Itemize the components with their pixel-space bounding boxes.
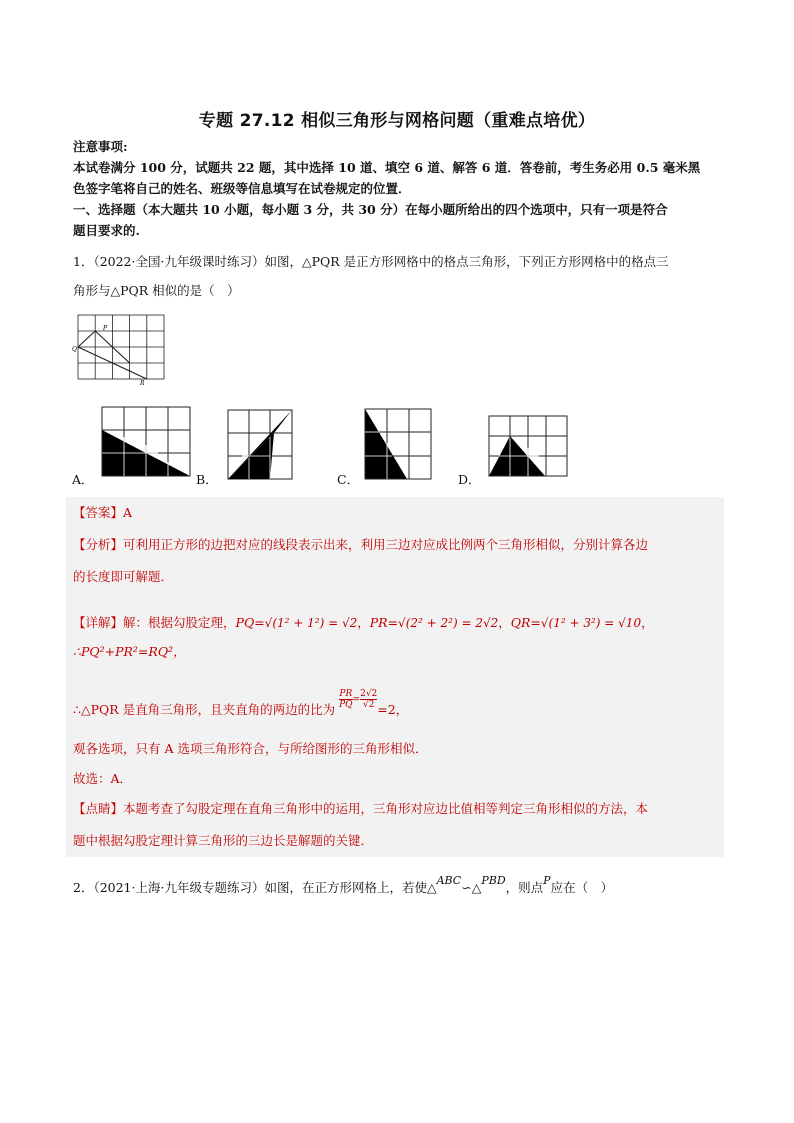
question-1-line-1: 1．（2022·全国·九年级课时练习）如图，△PQR 是正方形网格中的格点三角形，下列正方形网格中的格点三 [73,254,669,269]
analysis-tag: 【分析】 [73,537,124,552]
comment-line-2: 题中根据勾股定理计算三角形的三边长是解题的关键． [73,833,374,848]
comma-3: ， [641,615,654,630]
section-line-1: 一、选择题（本大题共 10 小题，每小题 3 分，共 30 分）在每小题所给出的四个选项中，只有一项是符合 [73,202,668,217]
pqr-grid-figure [70,310,170,390]
pq-value: √(1² + 1²) = √2 [264,616,358,630]
option-b-figure[interactable] [224,405,296,481]
conclusion-pre: ∴△PQR 是直角三角形，且夹直角的两边的比为 [73,702,336,717]
analysis-line-1: 可利用正方形的边把对应的线段表示出来，利用三边对应成比例两个三角形相似，分别计算各边 [123,537,649,552]
similar-symbol: ∽△ [461,880,482,895]
detail-tag: 【详解】 [73,615,124,630]
pq-label: PQ= [235,615,265,630]
question-2-line [73,874,723,899]
qr-value: √(1² + 3²) = √10 [540,616,642,630]
comment-line-1: 本题考查了勾股定理在直角三角形中的运用，三角形对应边比值相等判定三角形相似的方法，本 [123,801,649,816]
option-d-label: D． [458,472,481,487]
option-a-figure[interactable] [100,405,192,479]
analysis-line-2: 的长度即可解题． [73,569,174,584]
fraction-left-denominator: PQ [339,700,353,710]
comment-row-1 [73,799,723,819]
answer-text: A [123,505,133,520]
answer-tag: 【答案】 [73,505,124,520]
section-line-2: 题目要求的. [73,223,140,238]
conclusion-row [73,689,723,721]
qr-label: QR= [510,615,541,630]
fraction-right-denominator: √2 [362,700,375,710]
triangle-pbd: PBD [481,874,506,887]
question-2-pre: 2．（2021·上海·九年级专题练习）如图，在正方形网格上，若使△ [73,880,437,895]
pr-value: √(2² + 2²) = 2√2 [398,616,499,630]
question-1-line-2: 角形与△PQR 相似的是（ ） [73,283,240,298]
comma-1: ， [357,615,370,630]
comma-2: ， [498,615,511,630]
fraction-left-numerator: PR [339,689,353,699]
fraction-equals: = [352,694,361,705]
option-a-label: A． [72,472,94,487]
option-c-figure[interactable] [361,405,433,481]
label-r: R [140,380,145,387]
choose-line: 故选：A． [73,771,133,786]
pr-label: PR= [369,615,399,630]
page-title: 专题 27.12 相似三角形与网格问题（重难点培优） [198,111,596,131]
question-2-post: 应在（ ） [550,880,614,895]
observe-line: 观各选项，只有 A 选项三角形符合，与所给图形的三角形相似． [73,741,428,756]
conclusion-post: =2， [377,702,409,717]
label-q: Q [72,346,77,353]
triangle-abc: ABC [436,874,462,887]
notice-line-1: 本试卷满分 100 分，试题共 22 题，其中选择 10 道、填空 6 道、解答 6 道．答卷前，考生务必用 0.5 毫米黑 [73,160,701,175]
ratio-fraction-left [339,689,352,710]
analysis-row-1 [73,535,723,555]
comment-tag: 【点睛】 [73,801,124,816]
point-p: P [543,874,551,887]
option-c-label: C． [337,472,360,487]
fraction-right-numerator: 2√2 [360,689,378,699]
question-2-mid: ，则点 [505,880,544,895]
option-d-figure[interactable] [485,412,569,482]
option-b-label: B． [196,472,218,487]
notice-line-2: 色签字笔将自己的姓名、班级等信息填写在试卷规定的位置． [73,181,411,196]
label-p: P [103,325,108,332]
notice-heading: 注意事项: [73,139,128,154]
pythagoras-equation: ∴PQ²+PR²=RQ²， [73,644,186,659]
detail-row [73,613,723,633]
detail-intro: 解：根据勾股定理， [123,615,236,630]
ratio-fraction-right [360,689,377,710]
answer-row [73,503,723,523]
